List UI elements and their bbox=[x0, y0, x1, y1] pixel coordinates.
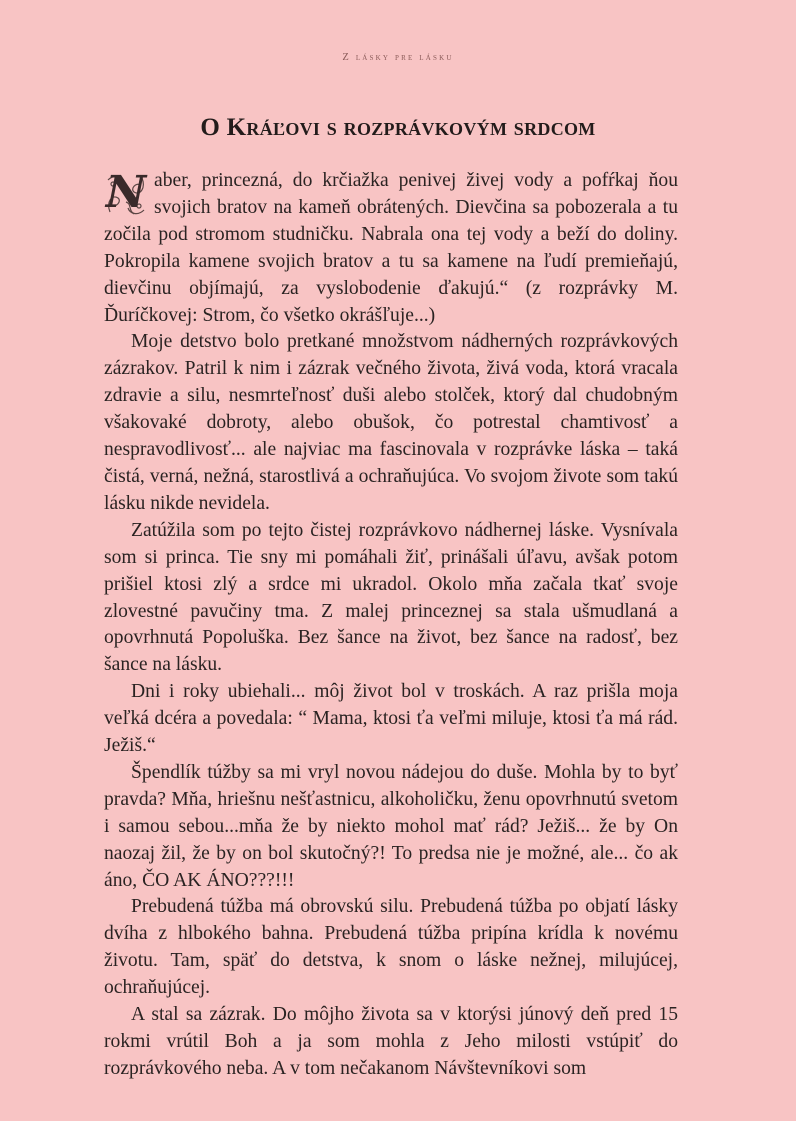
paragraph-3: Zatúžila som po tejto čistej rozprávkovo nádhernej láske. Vysnívala som si princa. Tie sny mi pomáhali žiť, prinášali úľavu, avšak potom prišiel ktosi zlý a srdce mi ukradol. Okolo mňa začala tkať svoje zlovestné pavučiny tma. Z malej princeznej sa stala ušmudlaná a opovrhnutá Popoluška. Bez šance na život, bez šance na radosť, bez šance na lásku. bbox=[104, 519, 678, 676]
paragraph-6: Prebudená túžba má obrovskú silu. Prebudená túžba po objatí lásky dvíha z hlbokého bahna. Prebudená túžba pripína krídla k novému životu. Tam, späť do detstva, k snom o láske nežnej, milujúcej, ochraňujúcej. bbox=[104, 896, 678, 999]
chapter-title: O Kráľovi s rozprávkovým srdcom bbox=[200, 114, 596, 141]
running-head: Z lásky pre lásku bbox=[342, 52, 454, 63]
drop-cap-letter: N bbox=[105, 167, 147, 218]
paragraph-5: Špendlík túžby sa mi vryl novou nádejou do duše. Mohla by to byť pravda? Mňa, hriešnu nešťastnicu, alkoholičku, ženu opovrhnutú svetom i samou sebou...mňa že by niekto mohol mať rád? Ježiš... že by On naozaj žil, že by on bol skutočný?! To predsa nie je možné, ale... čo ak áno, ČO AK ÁNO???!!! bbox=[104, 761, 678, 891]
paragraph-4: Dni i roky ubiehali... môj život bol v troskách. A raz prišla moja veľká dcéra a povedala: “ Mama, ktosi ťa veľmi miluje, ktosi ťa má rád. Ježiš.“ bbox=[104, 681, 678, 757]
paragraph-1 bbox=[104, 168, 678, 329]
paragraph-1-text: aber, princezná, do krčiažka penivej živej vody a pofŕkaj ňou svojich bratov na kameň obrátených. Dievčina sa pobozerala a tu zočila pod stromom studničku. Nabrala ona tej vody a beží do doliny. Pokropila kamene svojich bratov a tu sa kamene na ľudí premieňajú, dievčinu objímajú, za vyslobodenie ďakujú.“ (z rozprávky M. Ďuríčkovej: Strom, čo všetko okrášľuje...) bbox=[104, 170, 678, 326]
drop-cap-initial bbox=[104, 167, 148, 218]
paragraph-2: Moje detstvo bolo pretkané množstvom nádherných rozprávkových zázrakov. Patril k nim i zázrak večného života, živá voda, ktorá vracala zdravie a silu, nesmrteľnosť duši alebo stolček, ktorý dal chudobným všakovaké dobroty, alebo obušok, čo potrestal chamtivosť a nespravodlivosť... ale najviac ma fascinovala v rozprávke láska – taká čistá, verná, nežná, starostlivá a ochraňujúca. Vo svojom živote som takú lásku nikde nevidela. bbox=[104, 331, 678, 514]
paragraph-7: A stal sa zázrak. Do môjho života sa v ktorýsi júnový deň pred 15 rokmi vrútil Boh a ja som mohla z Jeho milosti vstúpiť do rozprávkového neba. A v tom nečakanom Návštevníkovi som bbox=[104, 1004, 678, 1079]
body-text bbox=[104, 168, 678, 1083]
